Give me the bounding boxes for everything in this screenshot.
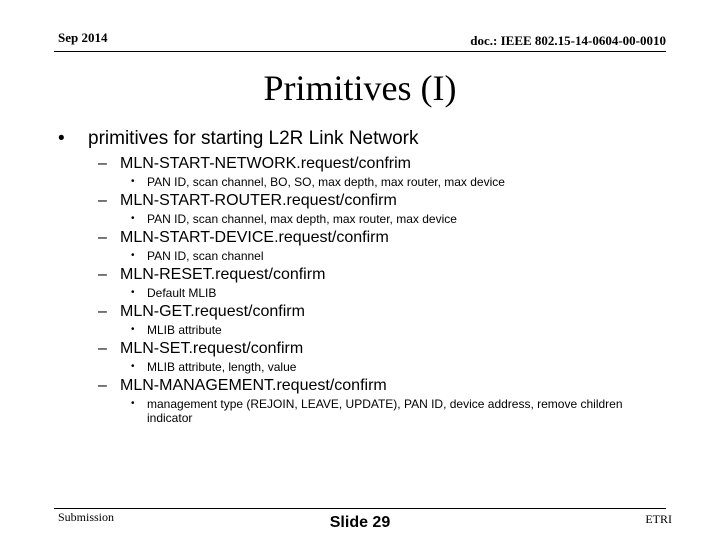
header-date: Sep 2014	[58, 30, 108, 45]
footer-submission: Submission	[58, 510, 115, 524]
bullet-marker: •	[58, 128, 65, 149]
sub-item-detail-text: MLIB attribute, length, value	[147, 360, 297, 374]
sub-item-detail-text: management type (REJOIN, LEAVE, UPDATE), PAN ID, device address, remove children indicator	[147, 397, 623, 425]
slide-body	[58, 126, 678, 426]
dash-marker: –	[98, 303, 107, 320]
main-bullet-text: primitives for starting L2R Link Network	[88, 128, 419, 149]
bullet-marker: •	[131, 213, 135, 224]
dash-marker: –	[98, 155, 107, 172]
sub-item-start-router	[58, 190, 678, 211]
sub-item-detail	[58, 212, 678, 226]
footer-divider	[54, 508, 666, 509]
footer-organization: ETRI	[645, 512, 672, 526]
sub-item-detail-text: Default MLIB	[147, 286, 217, 300]
sub-item-detail	[58, 175, 678, 189]
bullet-marker: •	[131, 361, 135, 372]
sub-item-detail	[58, 249, 678, 263]
sub-item-start-device	[58, 227, 678, 248]
dash-marker: –	[98, 340, 107, 357]
sub-item-label: MLN-RESET.request/confirm	[120, 266, 326, 283]
header-divider	[54, 51, 666, 52]
bullet-marker: •	[131, 176, 135, 187]
sub-item-detail	[58, 323, 678, 337]
sub-item-label: MLN-SET.request/confirm	[120, 340, 304, 357]
sub-item-start-network	[58, 153, 678, 174]
sub-item-detail-text: PAN ID, scan channel	[147, 249, 264, 263]
sub-item-label: MLN-START-ROUTER.request/confirm	[120, 192, 397, 209]
bullet-marker: •	[131, 398, 135, 409]
dash-marker: –	[98, 266, 107, 283]
dash-marker: –	[98, 377, 107, 394]
sub-item-detail	[58, 286, 678, 300]
sub-item-set	[58, 338, 678, 359]
main-bullet	[58, 126, 678, 152]
slide-number: Slide 29	[329, 514, 391, 531]
slide-title: Primitives (I)	[263, 68, 457, 108]
sub-item-detail-text: PAN ID, scan channel, BO, SO, max depth, max router, max device	[147, 175, 505, 189]
bullet-marker: •	[131, 287, 135, 298]
sub-item-detail-text: MLIB attribute	[147, 323, 222, 337]
sub-item-label: MLN-START-DEVICE.request/confirm	[120, 229, 389, 246]
sub-item-management	[58, 375, 678, 396]
dash-marker: –	[98, 229, 107, 246]
sub-item-label: MLN-START-NETWORK.request/confrim	[120, 155, 412, 172]
bullet-marker: •	[131, 250, 135, 261]
sub-item-detail	[58, 360, 678, 374]
sub-item-label: MLN-GET.request/confirm	[120, 303, 305, 320]
bullet-marker: •	[131, 324, 135, 335]
sub-item-get	[58, 301, 678, 322]
sub-item-reset	[58, 264, 678, 285]
sub-item-detail	[58, 397, 678, 425]
sub-item-detail-text: PAN ID, scan channel, max depth, max router, max device	[147, 212, 457, 226]
header-doc-id: doc.: IEEE 802.15-14-0604-00-0010	[470, 33, 666, 48]
sub-item-label: MLN-MANAGEMENT.request/confirm	[120, 377, 387, 394]
dash-marker: –	[98, 192, 107, 209]
